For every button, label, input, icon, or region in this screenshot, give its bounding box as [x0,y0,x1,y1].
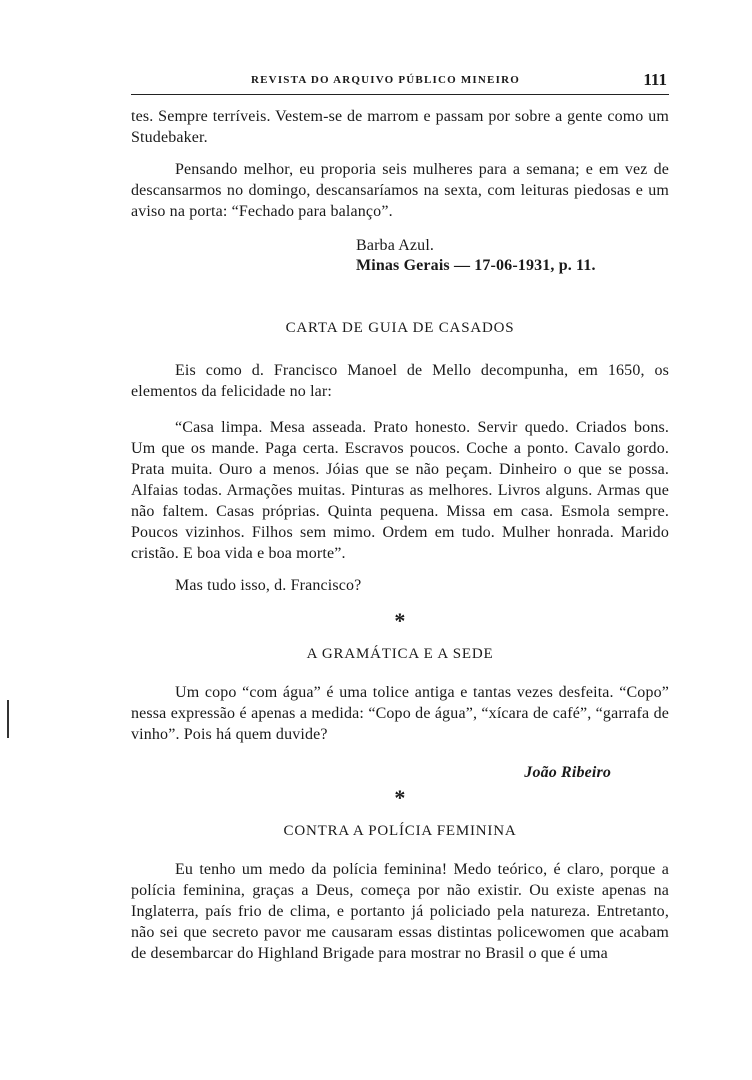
paragraph: Eis como d. Francisco Manoel de Mello decompunha, em 1650, os elementos da felicidade no lar: [131,362,669,400]
page-body [131,106,669,964]
paragraph: Pensando melhor, eu proporia seis mulheres para a semana; e em vez de descansarmos no domingo, descansaríamos na sexta, com leituras piedosas e um aviso na porta: “Fechado para balanço”. [131,161,669,220]
section-separator: * [394,608,406,633]
paragraph: Mas tudo isso, d. Francisco? [175,577,362,594]
quotation: “Casa limpa. Mesa asseada. Prato honesto. Servir quedo. Criados bons. Um que os mande. Paga certa. Escravos poucos. Coche a ponto. Cavalo gordo. Prata muita. Ouro a menos. Jóias que se não peçam. Dinheiro o que se possa. Alfaias todas. Armações muitas. Pinturas as melhores. Livros alguns. Armas que não faltem. Casas próprias. Quinta pequena. Missa em casa. Esmola sempre. Poucos vizinhos. Filhos sem mimo. Ordem em tudo. Mulher honrada. Marido cristão. E boa vida e boa morte”. [131,419,669,562]
paragraph: Eu tenho um medo da polícia feminina! Medo teórico, é claro, porque a polícia feminina, graças a Deus, começa por não existir. Ou existe apenas na Inglaterra, país frio de clima, e portanto já policiado pela natureza. Entretanto, não sei que secreto pavor me causaram essas distintas policewomen que acabam de desembarcar do Highland Brigade para mostrar no Brasil o que é uma [131,861,669,962]
author-name: João Ribeiro [524,764,611,781]
paragraph: Um copo “com água” é uma tolice antiga e tantas vezes desfeita. “Copo” nessa expressão é apenas a medida: “Copo de água”, “xícara de café”, “garrafa de vinho”. Pois há quem duvide? [131,684,669,743]
section-separator: * [394,785,406,810]
signature-name: Barba Azul. [356,237,435,254]
running-title: REVISTA DO ARQUIVO PÚBLICO MINEIRO [251,74,520,86]
signature-block [131,236,669,276]
paragraph-continuation: tes. Sempre terríveis. Vestem-se de marrom e passam por sobre a gente como um Studebaker. [131,108,669,146]
running-header [131,72,669,95]
signature-source: Minas Gerais — 17-06-1931, p. 11. [356,257,596,274]
section-title: CONTRA A POLÍCIA FEMININA [283,823,517,839]
section-title: CARTA DE GUIA DE CASADOS [285,320,515,336]
margin-mark [7,700,9,738]
section-title: A GRAMÁTICA E A SEDE [306,646,494,662]
page-number: 111 [643,70,667,89]
